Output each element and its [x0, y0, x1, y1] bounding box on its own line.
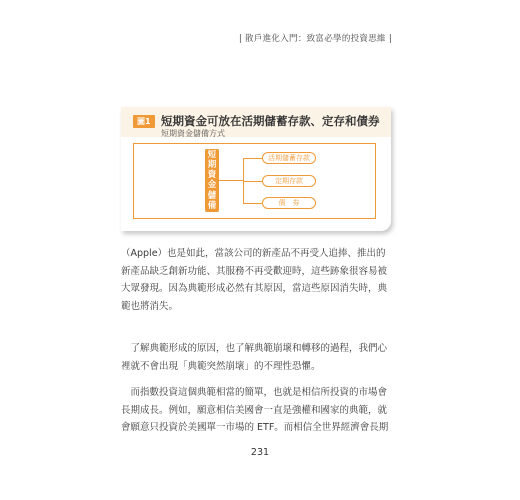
root-label-char: 儲	[207, 190, 217, 201]
root-label-char: 短	[207, 149, 217, 160]
page-number: 231	[250, 447, 270, 458]
root-label-char: 備	[207, 200, 217, 211]
body-paragraph-3: 而指數投資這個典範相當的簡單，也就是相信所投資的市場會長期成長。例如，願意相信美國會一直是強權和國家的典範，就會願意只投資於美國單一市場的 ETF。而相信全世界經濟會長期	[121, 387, 389, 433]
branch-bonds: 債 券	[262, 197, 316, 209]
body-paragraph-2: 了解典範形成的原因，也了解典範崩壞和轉移的過程，我們心裡就不會出現「典範突然崩壞」的不理性恐懼。	[121, 343, 388, 372]
root-label-char: 期	[207, 159, 217, 170]
figure-tag: 圖1	[133, 115, 155, 128]
running-header: | 散戶進化入門：致富必學的投資思維 |	[238, 34, 392, 44]
figure-title: 短期資金可放在活期儲蓄存款、定存和債券	[161, 114, 380, 128]
figure-subtitle: 短期資金儲備方式	[161, 129, 225, 138]
body-paragraph-1: （Apple）也是如此，當該公司的新產品不再受人追捧、推出的新產品缺乏創新功能、其服務不再受歡迎時，這些跡象很容易被大眾發現。因為典範形成必然有其原因，當這些原因消失時，典範也將消失。	[121, 248, 388, 312]
branch-savings-deposit: 活期儲蓄存款	[262, 152, 316, 164]
branch-time-deposit: 定期存款	[262, 175, 316, 187]
root-label-char: 金	[207, 180, 217, 191]
root-label-char: 資	[207, 170, 217, 181]
